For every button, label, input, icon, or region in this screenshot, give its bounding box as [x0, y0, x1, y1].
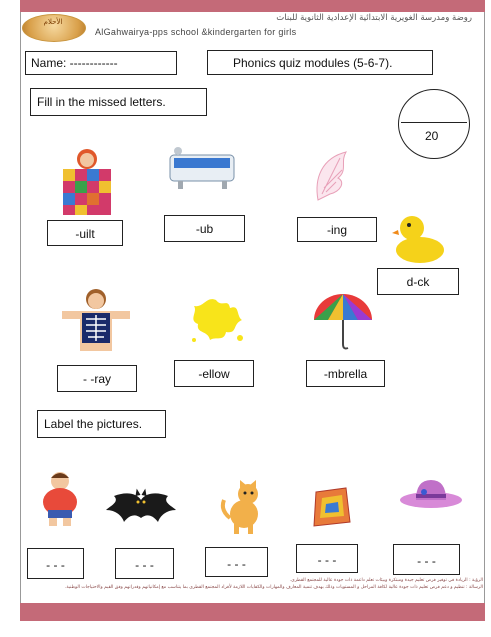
x-ray-picture — [62, 287, 130, 355]
boy-label-box[interactable] — [27, 548, 84, 579]
tub-word: -ub — [195, 222, 214, 236]
duck-picture — [392, 208, 452, 266]
page-border-right — [484, 12, 485, 603]
bathtub-picture — [160, 145, 240, 195]
school-name-arabic: روضة ومدرسة الغويرية الابتدائية الإعدادية الثانوية للبنات — [276, 13, 472, 23]
score-total: 20 — [425, 129, 439, 143]
school-logo-text: الأحلام — [43, 18, 63, 26]
section2-instruction: Label the pictures. — [44, 417, 143, 431]
mat-label-box[interactable] — [296, 544, 358, 573]
wing-word: -ing — [326, 223, 347, 237]
xray-word-box[interactable] — [57, 365, 137, 392]
duck-word-box[interactable] — [377, 268, 459, 295]
yellow-splash-picture — [188, 294, 246, 346]
quilt-picture — [58, 145, 116, 217]
quilt-word-box[interactable] — [47, 220, 123, 246]
wing-picture — [312, 148, 354, 206]
yellow-word: -ellow — [198, 367, 230, 381]
vision-mission-note — [64, 577, 483, 591]
school-name-english: AlGahwairya-pps school &kindergarten for girls — [95, 27, 297, 37]
bottom-color-band — [20, 603, 485, 621]
cat-label-box[interactable] — [205, 547, 268, 577]
section1-instruction: Fill in the missed letters. — [37, 95, 166, 109]
mission-line: الرسالة : تنظيم و دعم فرص تعليم ذات جودة عالية لكافة المراحل و المستويات وذلك بهدف تنمية المعارف والمهارات والكفايات اللازمة لأفراد المجتمع القطري بما يتناسب مع إمكانياتهم وقدراتهم وفق القيم والاحتياجات الوطنية. — [64, 585, 483, 591]
yellow-word-box[interactable] — [174, 360, 254, 387]
mat-label: - - - — [317, 553, 337, 567]
boy-label: - - - — [46, 558, 65, 572]
cat-label: - - - — [227, 557, 246, 571]
quilt-word: -uilt — [75, 227, 95, 241]
duck-word: d-ck — [406, 275, 430, 289]
umbrella-picture — [310, 290, 376, 352]
xray-word: - -ray — [83, 372, 111, 386]
umbrella-word-box[interactable] — [306, 360, 385, 387]
section1-instruction-box — [30, 88, 207, 116]
hat-label-box[interactable] — [393, 544, 460, 575]
section2-instruction-box — [37, 410, 166, 438]
top-color-band — [20, 0, 485, 12]
umbrella-word: -mbrella — [323, 367, 368, 381]
bat-label-box[interactable] — [115, 548, 174, 579]
tub-word-box[interactable] — [164, 215, 245, 242]
mat-picture — [308, 486, 354, 528]
hat-picture — [398, 474, 464, 512]
bat-label: - - - — [135, 558, 154, 572]
wing-word-box[interactable] — [297, 217, 377, 242]
bat-picture — [106, 488, 176, 526]
fat-boy-picture — [38, 470, 82, 528]
name-label: Name: ------------ — [31, 56, 118, 70]
score-circle — [398, 89, 470, 159]
quiz-title-box — [207, 50, 433, 75]
score-divider — [401, 122, 467, 123]
hat-label: - - - — [417, 554, 436, 568]
quiz-title: Phonics quiz modules (5-6-7). — [233, 56, 393, 70]
cat-picture — [218, 480, 266, 534]
name-field[interactable] — [25, 51, 177, 75]
page-border-left — [20, 12, 21, 603]
vision-line: الرؤية : الريادة في توفير فرص تعليم جيدة ومبتكرة وبيئات تعلم داعمة ذات جودة عالية للمجتمع القطري. — [289, 578, 483, 583]
